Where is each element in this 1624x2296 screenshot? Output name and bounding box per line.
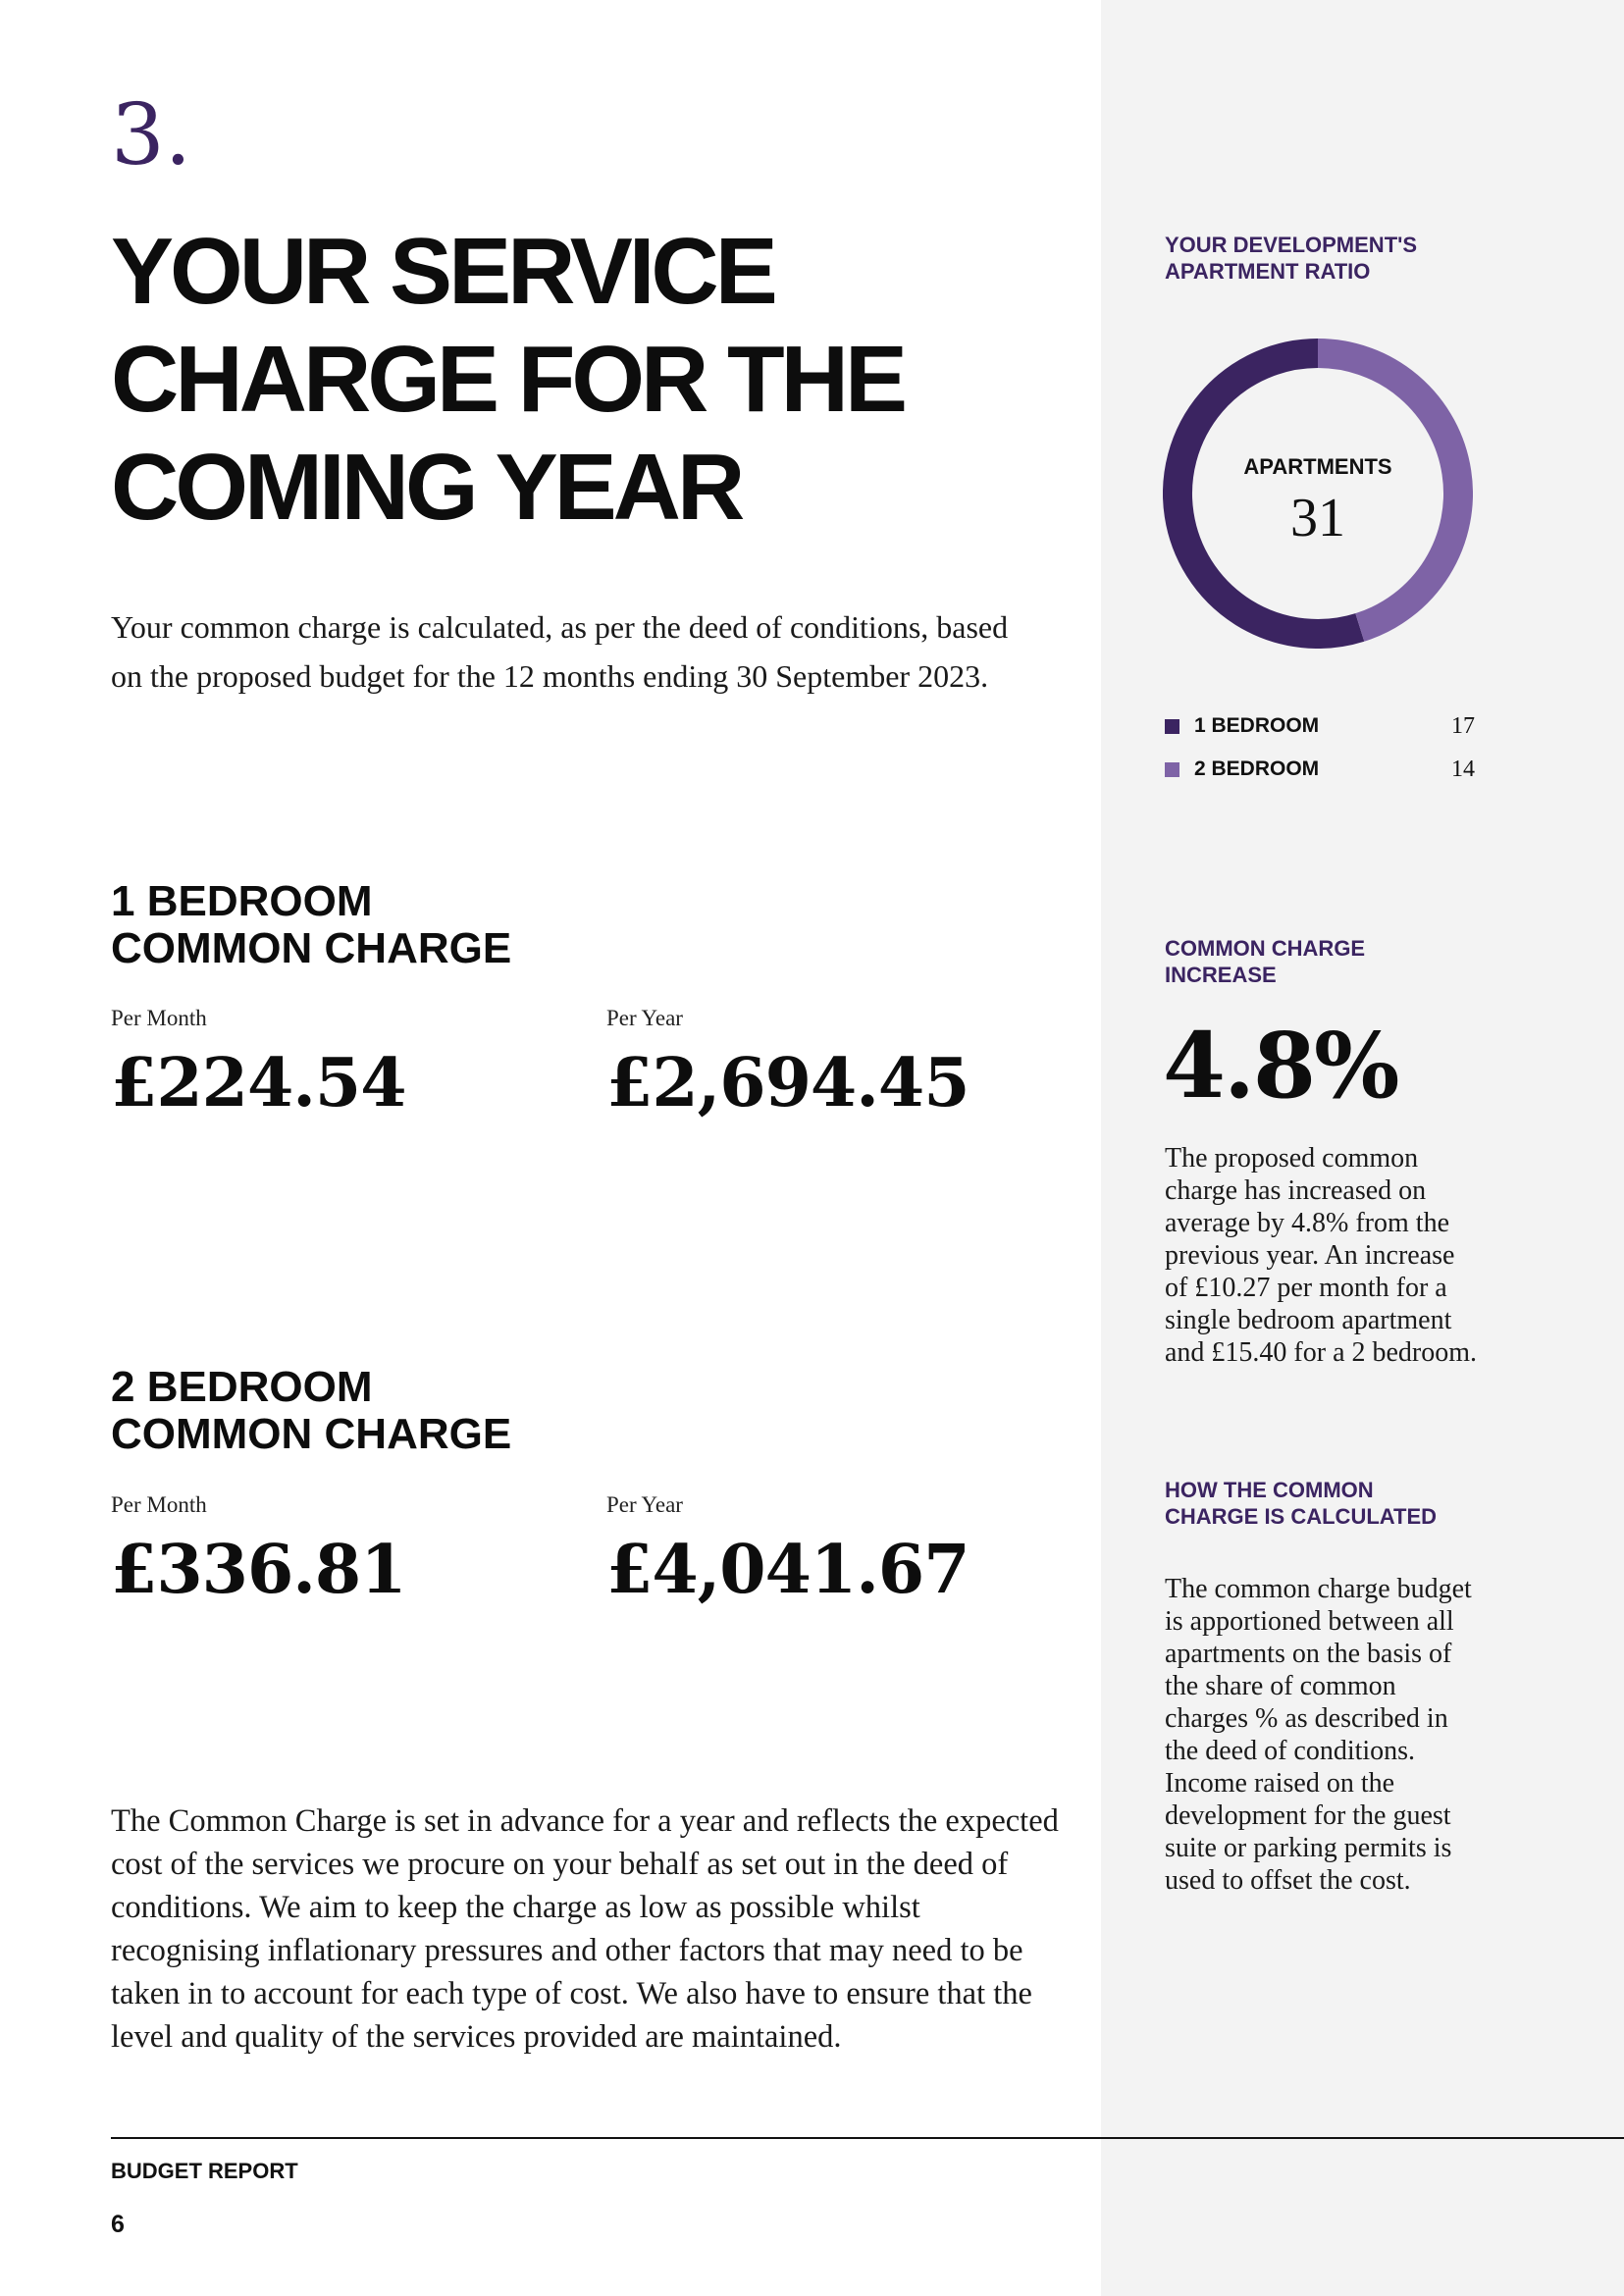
legend-label: 1 BEDROOM [1194, 714, 1320, 737]
charge-increase-value: 4.8% [1163, 1013, 1398, 1119]
heading-line: 1 BEDROOM [111, 877, 373, 925]
one-bedroom-per-month-value: £224.54 [111, 1044, 406, 1122]
legend-value: 14 [1451, 757, 1475, 782]
charge-calculation-heading [1165, 1477, 1437, 1530]
donut-center [1163, 339, 1473, 649]
heading-line: CHARGE IS CALCULATED [1165, 1504, 1438, 1529]
charge-increase-text: The proposed common charge has increased on average by 4.8% from the previous year. An increase of £10.27 per month for a single bedroom apartment and £15.40 for a 2 bedroom. [1165, 1143, 1478, 1368]
legend-swatch-icon [1165, 762, 1179, 777]
footer-report-label: BUDGET REPORT [111, 2159, 298, 2183]
apartment-ratio-heading [1165, 232, 1417, 285]
donut-center-label: APARTMENTS [1243, 454, 1392, 479]
legend-label: 2 BEDROOM [1194, 757, 1320, 780]
donut-total-value: 31 [1290, 488, 1345, 548]
one-bedroom-per-year-value: £2,694.45 [606, 1044, 969, 1122]
intro-paragraph: Your common charge is calculated, as per the deed of conditions, based on the proposed budget for the 12 months ending 30 September 2023. [111, 609, 1009, 694]
two-bedroom-per-month-value: £336.81 [111, 1531, 406, 1609]
page-title [111, 218, 1092, 542]
two-bedroom-charge-heading [111, 1364, 700, 1458]
legend-swatch-icon [1165, 719, 1179, 734]
one-bedroom-charge-heading [111, 878, 700, 972]
page-title-line: YOUR SERVICE [111, 219, 774, 324]
two-bedroom-per-month-label: Per Month [111, 1492, 207, 1517]
heading-line: YOUR DEVELOPMENT'S [1165, 233, 1418, 257]
heading-line: APARTMENT RATIO [1165, 259, 1371, 284]
heading-line: COMMON CHARGE [111, 1410, 512, 1458]
one-bedroom-per-month-label: Per Month [111, 1006, 207, 1030]
heading-line: COMMON CHARGE [1165, 936, 1366, 961]
page-title-line: COMING YEAR [111, 435, 742, 540]
heading-line: 2 BEDROOM [111, 1363, 373, 1411]
legend-item-one-bedroom [1165, 711, 1475, 741]
heading-line: INCREASE [1165, 963, 1277, 987]
heading-line: HOW THE COMMON [1165, 1478, 1374, 1502]
charge-calculation-text: The common charge budget is apportioned between all apartments on the basis of the share of common charges % as described in the deed of conditions. Income raised on the development for the guest suite or parking permits is used to offset the cost. [1165, 1574, 1472, 1896]
heading-line: COMMON CHARGE [111, 924, 512, 972]
section-number: 3. [111, 86, 192, 184]
charge-increase-heading [1165, 935, 1365, 988]
explanation-paragraph: The Common Charge is set in advance for a year and reflects the expected cost of the services we procure on your behalf as set out in the deed of conditions. We aim to keep the charge as low as possible whilst recognising inflationary pressures and other factors that may need to be taken in to account for each type of cost. We also have to ensure that the level and quality of the services provided are maintained. [111, 1803, 1059, 2055]
legend-item-two-bedroom [1165, 755, 1475, 784]
footer-divider [111, 2137, 1624, 2139]
page-number: 6 [111, 2211, 125, 2238]
legend-value: 17 [1451, 713, 1475, 739]
page-title-line: CHARGE FOR THE [111, 327, 904, 432]
one-bedroom-per-year-label: Per Year [606, 1006, 683, 1030]
two-bedroom-per-year-value: £4,041.67 [606, 1531, 969, 1609]
two-bedroom-per-year-label: Per Year [606, 1492, 683, 1517]
